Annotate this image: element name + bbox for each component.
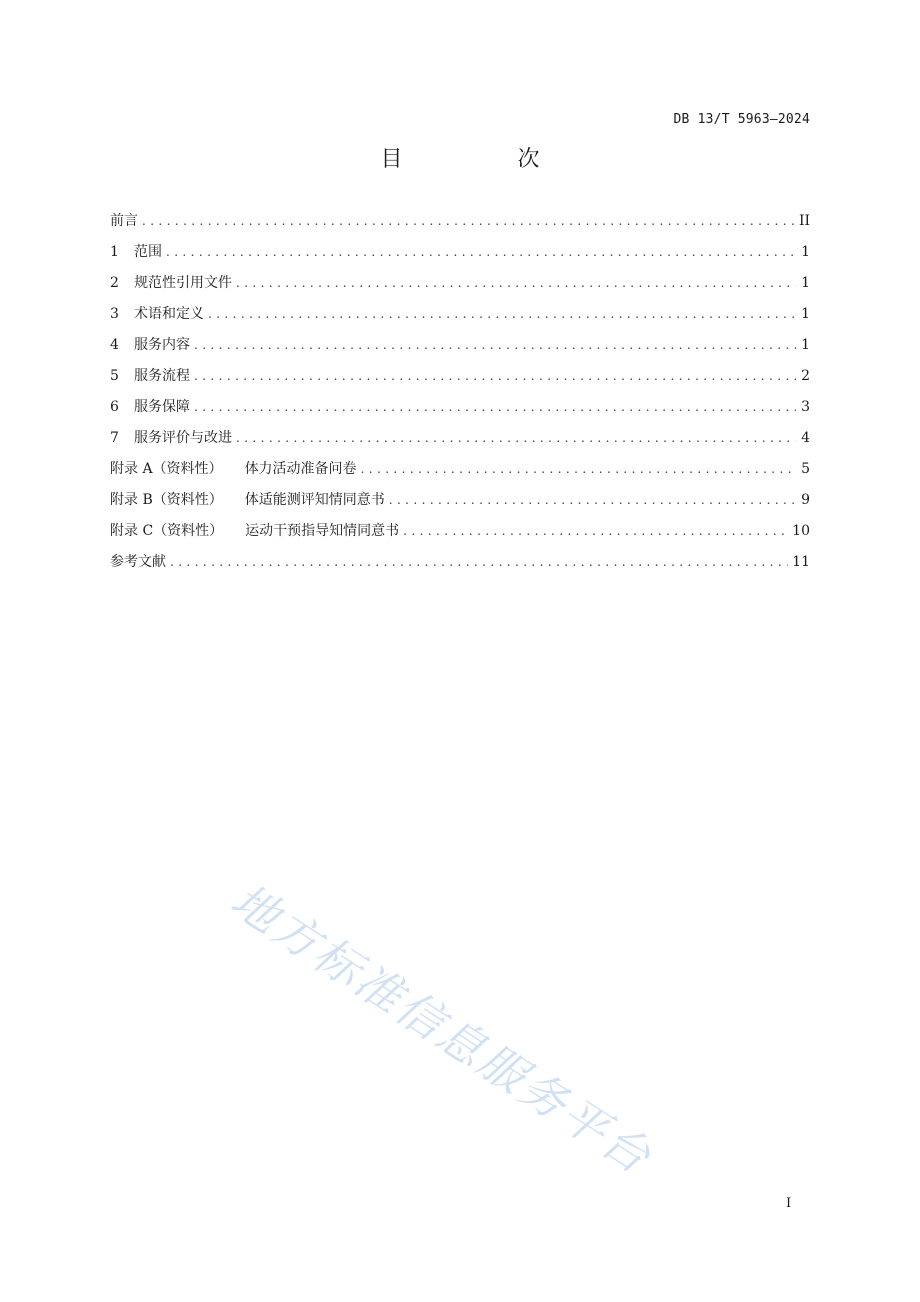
toc-leader-dots [403, 516, 788, 547]
toc-entry-subtitle: 体适能测评知情同意书 [244, 492, 385, 508]
toc-leader-dots [170, 547, 788, 578]
toc-leader-dots [208, 299, 796, 330]
toc-leader-dots [142, 206, 795, 237]
toc-entry-4[interactable] [110, 330, 810, 361]
toc-leader-dots [194, 330, 796, 361]
toc-entry-label: 范围 [134, 244, 162, 260]
toc-entry-foreword[interactable] [110, 206, 810, 237]
toc-entry-label: 参考文献 [110, 554, 166, 570]
toc-leader-dots [361, 454, 796, 485]
toc-entry-label: 附录 C（资料性） [110, 523, 224, 539]
toc-leader-dots [236, 268, 796, 299]
table-of-contents [110, 206, 810, 578]
page-number: I [786, 1196, 792, 1211]
toc-leader-dots [194, 361, 796, 392]
toc-entry-number: 4 [110, 337, 119, 353]
toc-entry-number: 7 [110, 430, 119, 446]
toc-entry-page: 1 [801, 337, 810, 353]
toc-entry-appendix-b[interactable] [110, 485, 810, 516]
toc-entry-page: 1 [801, 306, 810, 322]
toc-entry-number: 2 [110, 275, 119, 291]
toc-entry-page: 5 [801, 461, 810, 477]
page-title: 目 次 [380, 147, 594, 172]
toc-entry-number: 3 [110, 306, 119, 322]
watermark: 地方标准信息服务平台 [221, 872, 663, 1186]
toc-entry-subtitle: 体力活动准备问卷 [244, 461, 357, 477]
toc-leader-dots [389, 485, 796, 516]
toc-entry-6[interactable] [110, 392, 810, 423]
toc-entry-label: 服务评价与改进 [134, 430, 232, 446]
toc-entry-page: 1 [801, 275, 810, 291]
toc-entry-label: 规范性引用文件 [134, 275, 232, 291]
toc-entry-label: 服务保障 [134, 399, 190, 415]
toc-entry-references[interactable] [110, 547, 810, 578]
toc-entry-number: 6 [110, 399, 119, 415]
toc-entry-subtitle: 运动干预指导知情同意书 [245, 523, 400, 539]
toc-entry-label: 附录 A（资料性） [110, 461, 223, 477]
toc-entry-page: II [798, 213, 810, 229]
toc-entry-page: 3 [801, 399, 810, 415]
toc-entry-page: 2 [801, 368, 810, 384]
toc-leader-dots [236, 423, 796, 454]
toc-entry-7[interactable] [110, 423, 810, 454]
toc-entry-page: 9 [801, 492, 810, 508]
toc-entry-label: 服务内容 [134, 337, 190, 353]
toc-entry-appendix-c[interactable] [110, 516, 810, 547]
toc-entry-number: 1 [110, 244, 119, 260]
toc-entry-3[interactable] [110, 299, 810, 330]
toc-entry-page: 10 [792, 523, 810, 539]
toc-entry-5[interactable] [110, 361, 810, 392]
toc-entry-label: 术语和定义 [134, 306, 204, 322]
toc-leader-dots [166, 237, 796, 268]
toc-entry-appendix-a[interactable] [110, 454, 810, 485]
toc-entry-2[interactable] [110, 268, 810, 299]
toc-entry-number: 5 [110, 368, 119, 384]
toc-entry-label: 附录 B（资料性） [110, 492, 223, 508]
toc-entry-label: 服务流程 [134, 368, 190, 384]
toc-leader-dots [194, 392, 796, 423]
toc-entry-page: 11 [792, 554, 810, 570]
toc-entry-page: 4 [801, 430, 810, 446]
document-code: DB 13/T 5963—2024 [673, 112, 810, 127]
toc-entry-label: 前言 [110, 213, 138, 229]
toc-entry-1[interactable] [110, 237, 810, 268]
toc-entry-page: 1 [801, 244, 810, 260]
